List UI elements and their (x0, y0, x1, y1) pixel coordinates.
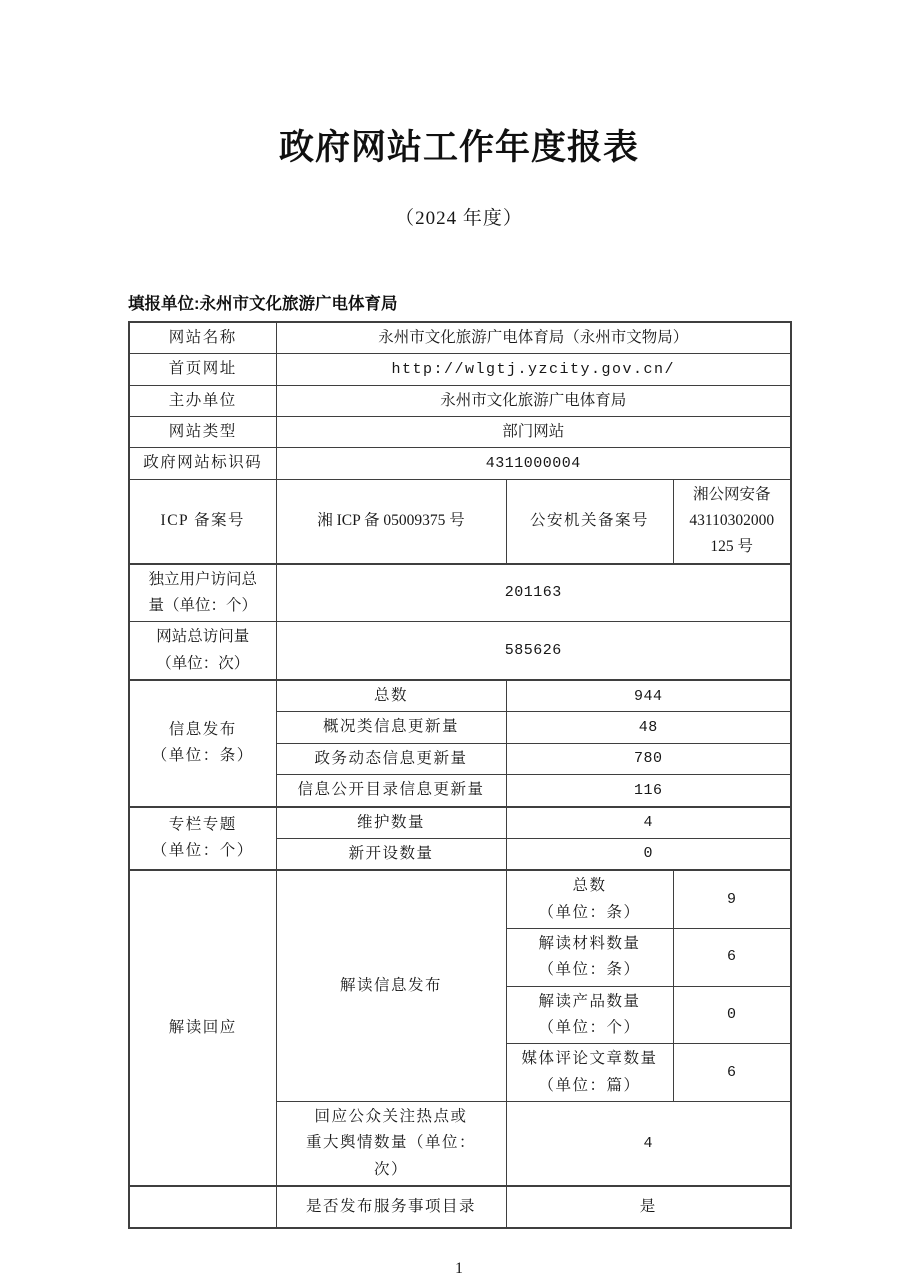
security-filing-line: 43110302000 (689, 512, 775, 530)
site-name-value: 永州市文化旅游广电体育局（永州市文物局） (276, 322, 791, 354)
reporting-unit-label: 填报单位: (128, 295, 200, 313)
table-row-host-unit (129, 385, 791, 416)
unique-visitors-label: 独立用户访问总量（单位：个） (129, 564, 276, 622)
info-release-group-label (129, 680, 276, 806)
interpretation-group-label: 解读回应 (129, 870, 276, 1186)
interpretation-materials-unit: （单位：条） (538, 961, 641, 979)
site-name-label: 网站名称 (129, 322, 276, 354)
special-columns-group-label (129, 807, 276, 871)
interpretation-products-unit: （单位：个） (538, 1018, 641, 1036)
security-filing-number (673, 479, 791, 564)
media-commentary-value: 6 (673, 1044, 791, 1102)
site-code-value: 4311000004 (276, 448, 791, 479)
document-subtitle: （2024 年度） (395, 208, 523, 229)
security-filing-label: 公安机关备案号 (506, 479, 673, 564)
special-columns-group-name: 专栏专题 (168, 816, 237, 833)
interpretation-products-name: 解读产品数量 (538, 992, 641, 1010)
table-row-icp-filing (129, 479, 791, 564)
site-code-label: 政府网站标识码 (129, 448, 276, 479)
interpretation-materials-name: 解读材料数量 (538, 934, 641, 952)
directory-updates-label: 信息公开目录信息更新量 (276, 775, 506, 807)
interpretation-materials-label (506, 928, 673, 986)
interpretation-total-name: 总数 (572, 877, 607, 895)
columns-maintained-label: 维护数量 (276, 807, 506, 839)
table-row-homepage-url (129, 354, 791, 385)
service-catalog-value: 是 (506, 1186, 791, 1228)
security-filing-line: 125 号 (710, 538, 754, 556)
interpretation-total-value: 9 (673, 870, 791, 928)
interpretation-release-label: 解读信息发布 (276, 870, 506, 1101)
info-release-group-name: 信息发布 (168, 720, 237, 738)
unique-visitors-value: 201163 (276, 564, 791, 622)
hotspot-response-line: 次） (373, 1160, 408, 1178)
reporting-unit-line (128, 290, 790, 314)
special-columns-group-unit: （单位：个） (151, 842, 254, 860)
homepage-url-value: http://wlgtj.yzcity.gov.cn/ (276, 354, 791, 385)
security-filing-line: 湘公网安备 (692, 485, 771, 503)
info-release-total-value: 944 (506, 680, 791, 712)
table-row-total-visits (129, 622, 791, 680)
hotspot-response-line: 重大舆情数量（单位： (305, 1134, 476, 1152)
table-row-columns-maintained (129, 807, 791, 839)
table-row-site-type (129, 417, 791, 448)
columns-new-label: 新开设数量 (276, 838, 506, 870)
interpretation-products-label (506, 986, 673, 1044)
service-catalog-label: 是否发布服务事项目录 (276, 1186, 506, 1228)
page-number: 1 (455, 1259, 463, 1277)
hotspot-response-label (276, 1101, 506, 1186)
site-type-value: 部门网站 (276, 417, 791, 448)
total-visits-value: 585626 (276, 622, 791, 680)
interpretation-materials-value: 6 (673, 928, 791, 986)
icp-number: 湘 ICP 备 05009375 号 (276, 479, 506, 564)
columns-new-value: 0 (506, 838, 791, 870)
host-unit-value: 永州市文化旅游广电体育局 (276, 385, 791, 416)
media-commentary-label (506, 1044, 673, 1102)
document-title: 政府网站工作年度报表 (278, 128, 639, 167)
overview-updates-label: 概况类信息更新量 (276, 712, 506, 743)
info-release-group-unit: （单位：条） (151, 747, 254, 765)
reporting-unit-value: 永州市文化旅游广电体育局 (199, 295, 398, 313)
gov-news-updates-label: 政务动态信息更新量 (276, 743, 506, 774)
icp-label: ICP 备案号 (129, 479, 276, 564)
interpretation-total-unit: （单位：条） (538, 903, 641, 921)
media-commentary-unit: （单位：篇） (538, 1076, 641, 1094)
table-row-interpretation-total (129, 870, 791, 928)
site-type-label: 网站类型 (129, 417, 276, 448)
total-visits-label: 网站总访问量（单位：次） (129, 622, 276, 680)
host-unit-label: 主办单位 (129, 385, 276, 416)
overview-updates-value: 48 (506, 712, 791, 743)
table-row-site-code (129, 448, 791, 479)
hotspot-response-line: 回应公众关注热点或 (314, 1107, 468, 1125)
homepage-url-label: 首页网址 (129, 354, 276, 385)
hotspot-response-value: 4 (506, 1101, 791, 1186)
columns-maintained-value: 4 (506, 807, 791, 839)
info-release-total-label: 总数 (276, 680, 506, 712)
directory-updates-value: 116 (506, 775, 791, 807)
table-row-info-release-total (129, 680, 791, 712)
gov-news-updates-value: 780 (506, 743, 791, 774)
interpretation-products-value: 0 (673, 986, 791, 1044)
annual-report-table (128, 321, 792, 1229)
empty-cell (129, 1186, 276, 1228)
table-row-service-catalog (129, 1186, 791, 1228)
table-row-unique-visitors (129, 564, 791, 622)
interpretation-total-label (506, 870, 673, 928)
media-commentary-name: 媒体评论文章数量 (521, 1050, 658, 1068)
table-row-site-name (129, 322, 791, 354)
